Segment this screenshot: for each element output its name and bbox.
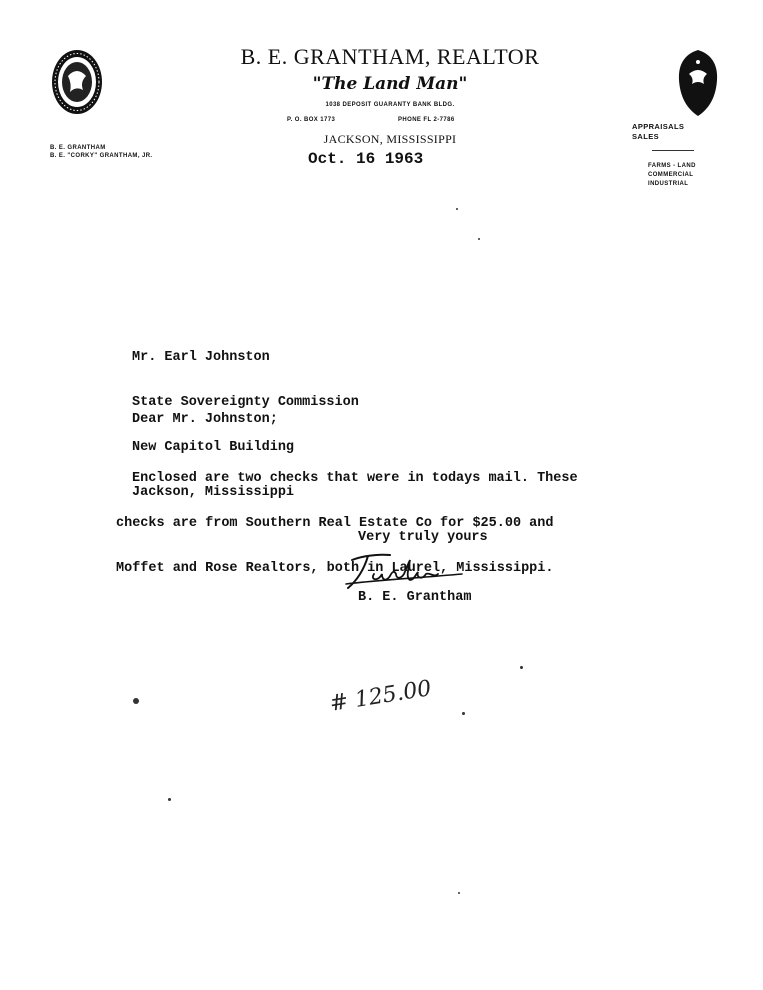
- realtor-emblem-logo: [678, 50, 718, 116]
- category-item: COMMERCIAL: [648, 172, 694, 178]
- scan-speck: [133, 698, 139, 704]
- realtor-seal-logo: [50, 48, 104, 116]
- category-item: INDUSTRIAL: [648, 181, 689, 187]
- scan-speck: [478, 238, 480, 240]
- scan-speck: [520, 666, 523, 669]
- company-tagline: "The Land Man": [312, 74, 468, 94]
- company-city: JACKSON, MISSISSIPPI: [323, 132, 457, 146]
- service-item: SALES: [632, 132, 660, 141]
- categories-list: [648, 162, 696, 189]
- scan-speck: [462, 712, 465, 715]
- signer-name: B. E. Grantham: [358, 590, 472, 605]
- salutation: Dear Mr. Johnston;: [132, 412, 278, 427]
- principal-name: B. E. GRANTHAM: [50, 145, 106, 151]
- category-item: FARMS - LAND: [648, 163, 696, 169]
- recipient-line: Mr. Earl Johnston: [132, 350, 270, 365]
- services-divider: [652, 150, 694, 151]
- services-list: [632, 122, 684, 142]
- recipient-line: Jackson, Mississippi: [132, 485, 295, 500]
- letter-date: Oct. 16 1963: [308, 150, 424, 168]
- company-phone: PHONE FL 2-7786: [398, 117, 455, 123]
- principals-list: [50, 144, 153, 160]
- company-name: B. E. GRANTHAM, REALTOR: [240, 44, 540, 69]
- company-po-box: P. O. BOX 1773: [287, 117, 336, 123]
- principal-name: B. E. "CORKY" GRANTHAM, JR.: [50, 153, 153, 159]
- closing: Very truly yours: [358, 530, 488, 545]
- company-address: 1038 DEPOSIT GUARANTY BANK BLDG.: [325, 102, 455, 108]
- service-item: APPRAISALS: [632, 122, 685, 131]
- recipient-line: State Sovereignty Commission: [132, 395, 359, 410]
- recipient-line: New Capitol Building: [132, 440, 295, 455]
- scan-speck: [456, 208, 458, 210]
- handwritten-signature: [338, 550, 468, 592]
- body-line: checks are from Southern Real Estate Co for $25.00 and: [116, 516, 554, 531]
- scan-speck: [458, 892, 460, 894]
- scan-speck: [168, 798, 171, 801]
- body-line: Moffet and Rose Realtors, both in Laurel, Mississippi.: [116, 561, 554, 576]
- body-line: Enclosed are two checks that were in todays mail. These: [132, 471, 578, 486]
- handwritten-amount-note: # 125.00: [328, 676, 434, 717]
